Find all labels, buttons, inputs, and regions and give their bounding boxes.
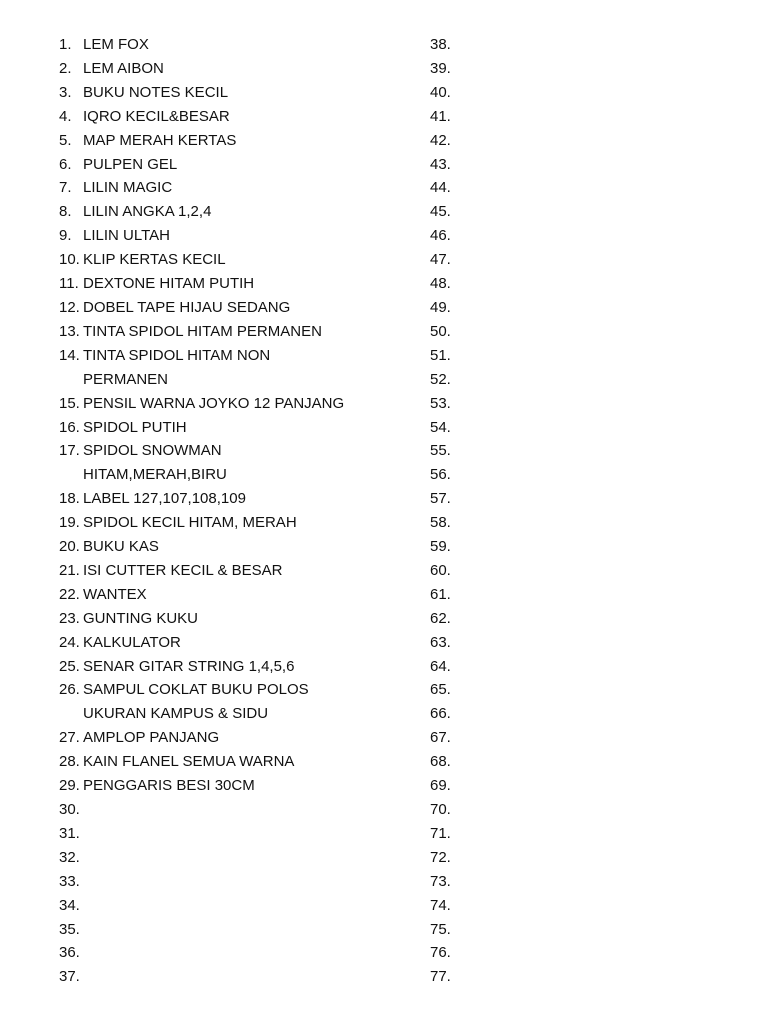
list-item-number: 11.	[59, 275, 79, 293]
list-item-number: 67.	[430, 729, 451, 747]
list-item-text: BUKU NOTES KECIL	[83, 83, 229, 101]
list-item-number: 39.	[430, 59, 451, 77]
list-item	[430, 774, 510, 798]
list-item	[430, 200, 510, 224]
list-item-text: SPIDOL SNOWMAN HITAM,MERAH,BIRU	[83, 442, 227, 484]
list-item	[430, 535, 510, 559]
list-item-number: 27.	[59, 729, 80, 747]
list-item-text	[454, 846, 510, 870]
list-item	[59, 272, 399, 296]
list-item-text	[454, 965, 510, 989]
list-item-number: 49.	[430, 298, 451, 316]
list-item-number: 19.	[59, 514, 80, 532]
list-item-text	[454, 320, 510, 344]
list-item-text	[454, 296, 510, 320]
list-item-text	[454, 224, 510, 248]
list-item-text	[454, 559, 510, 583]
list-item	[59, 846, 399, 870]
list-item-number: 15.	[59, 394, 80, 412]
list-item-text: DOBEL TAPE HIJAU SEDANG	[83, 298, 291, 316]
list-item	[59, 200, 399, 224]
list-item-number: 10.	[59, 251, 80, 269]
list-item	[59, 105, 399, 129]
list-item	[430, 344, 510, 368]
list-item-text	[454, 416, 510, 440]
list-item-text: TINTA SPIDOL HITAM PERMANEN	[83, 322, 322, 340]
list-item	[430, 511, 510, 535]
list-item-number: 57.	[430, 490, 451, 508]
list-item-text: LILIN MAGIC	[83, 179, 173, 197]
list-item	[59, 941, 399, 965]
list-item-text	[454, 726, 510, 750]
list-item	[59, 129, 399, 153]
list-item-text: MAP MERAH KERTAS	[83, 131, 237, 149]
list-item	[59, 296, 399, 320]
list-item	[59, 965, 399, 989]
list-item	[430, 105, 510, 129]
list-item-text	[454, 81, 510, 105]
list-item-text	[454, 822, 510, 846]
list-item-number: 56.	[430, 466, 451, 484]
list-item-number: 12.	[59, 298, 80, 316]
list-item-text	[454, 368, 510, 392]
list-item-text: SAMPUL COKLAT BUKU POLOS UKURAN KAMPUS & SIDU	[83, 681, 309, 723]
list-item-number: 70.	[430, 801, 451, 818]
list-item-number: 25.	[59, 657, 80, 675]
list-item-number: 17.	[59, 442, 80, 460]
list-item-number: 23.	[59, 609, 80, 627]
list-item-text	[83, 918, 399, 942]
list-item	[430, 153, 510, 177]
list-item	[430, 320, 510, 344]
list-item-number: 40.	[430, 83, 451, 101]
list-item-text: TINTA SPIDOL HITAM NON PERMANEN	[83, 346, 271, 388]
list-item-text	[454, 750, 510, 774]
list-item-text: PULPEN GEL	[83, 155, 178, 173]
list-item	[59, 583, 399, 607]
list-item	[59, 774, 399, 798]
list-item-number: 31.	[59, 824, 80, 842]
list-item	[430, 248, 510, 272]
list-item-text: IQRO KECIL&BESAR	[83, 107, 230, 125]
list-item	[430, 965, 510, 989]
list-item-text: SPIDOL PUTIH	[83, 418, 187, 436]
list-item-number: 45.	[430, 203, 451, 221]
list-item-text	[454, 129, 510, 153]
list-item-number: 64.	[430, 657, 451, 675]
list-item-number: 69.	[430, 777, 451, 795]
list-item	[59, 392, 399, 416]
list-item-number: 47.	[430, 251, 451, 269]
list-item	[430, 463, 510, 487]
list-item	[430, 941, 510, 965]
list-item	[59, 439, 399, 487]
list-item-number: 37.	[59, 968, 80, 986]
list-item-text	[454, 57, 510, 81]
list-item	[59, 224, 399, 248]
list-item-number: 62.	[430, 609, 451, 627]
list-item	[430, 870, 510, 894]
list-item-number: 77.	[430, 968, 451, 986]
list-item-number: 2.	[59, 59, 72, 77]
list-item-text	[454, 631, 510, 655]
list-item-number: 44.	[430, 179, 451, 197]
list-item-number: 54.	[430, 418, 451, 436]
list-item-text	[454, 870, 510, 894]
list-item	[430, 57, 510, 81]
list-item	[430, 368, 510, 392]
list-item-number: 22.	[59, 585, 80, 603]
list-item-text	[454, 918, 510, 942]
list-item-text	[454, 487, 510, 511]
list-item-text	[454, 200, 510, 224]
list-item-text	[454, 248, 510, 272]
list-item-text: KAIN FLANEL SEMUA WARNA	[83, 753, 295, 771]
list-item-number: 16.	[59, 418, 80, 436]
list-item	[59, 750, 399, 774]
list-item-number: 60.	[430, 561, 451, 579]
list-item-number: 75.	[430, 920, 451, 938]
list-item-number: 9.	[59, 227, 72, 245]
list-item-text	[454, 176, 510, 200]
list-item-text	[454, 535, 510, 559]
list-item-text: AMPLOP PANJANG	[83, 729, 220, 747]
list-item	[430, 702, 510, 726]
list-item-number: 68.	[430, 753, 451, 771]
list-item	[430, 272, 510, 296]
list-item-text	[454, 941, 510, 965]
list-item	[59, 511, 399, 535]
list-item	[430, 822, 510, 846]
list-item-text: KALKULATOR	[83, 633, 181, 651]
list-item	[59, 822, 399, 846]
list-item	[430, 392, 510, 416]
list-item	[59, 798, 399, 822]
list-item-number: 26.	[59, 681, 80, 699]
list-item-text	[454, 463, 510, 487]
list-item-number: 55.	[430, 442, 451, 460]
list-item	[430, 918, 510, 942]
list-item-text	[454, 153, 510, 177]
list-item	[59, 416, 399, 440]
list-item-text	[454, 392, 510, 416]
list-item-text: LEM FOX	[83, 36, 149, 53]
list-item	[59, 631, 399, 655]
list-item-text	[454, 511, 510, 535]
list-item-number: 59.	[430, 538, 451, 556]
list-item	[430, 583, 510, 607]
list-item	[430, 296, 510, 320]
list-item-text	[454, 798, 510, 822]
list-item-text	[83, 870, 399, 894]
list-item	[59, 81, 399, 105]
list-item	[430, 33, 510, 57]
list-item-number: 36.	[59, 944, 80, 962]
list-item-text: WANTEX	[83, 585, 147, 603]
list-item-number: 63.	[430, 633, 451, 651]
list-item	[59, 870, 399, 894]
list-item-text	[454, 105, 510, 129]
list-item-text: ISI CUTTER KECIL & BESAR	[83, 561, 283, 579]
right-numbered-list	[430, 33, 510, 989]
list-item-number: 42.	[430, 131, 451, 149]
list-item-number: 33.	[59, 872, 80, 890]
list-item-text: BUKU KAS	[83, 538, 159, 556]
list-item	[59, 176, 399, 200]
list-item-text: KLIP KERTAS KECIL	[83, 251, 226, 269]
list-item	[430, 846, 510, 870]
list-item-text	[454, 344, 510, 368]
list-item-text: SENAR GITAR STRING 1,4,5,6	[83, 657, 295, 675]
list-item	[430, 894, 510, 918]
list-item	[59, 487, 399, 511]
left-numbered-list	[59, 33, 399, 989]
list-item	[59, 918, 399, 942]
list-item-number: 71.	[430, 824, 451, 842]
list-item-text: LILIN ANGKA 1,2,4	[83, 203, 212, 221]
list-item	[59, 726, 399, 750]
list-item-number: 35.	[59, 920, 80, 938]
list-item	[59, 33, 399, 57]
list-item-text	[454, 583, 510, 607]
list-item-number: 38.	[430, 36, 451, 53]
list-item	[430, 81, 510, 105]
list-item	[59, 248, 399, 272]
list-item-number: 18.	[59, 490, 80, 508]
list-item	[430, 224, 510, 248]
list-item-number: 53.	[430, 394, 451, 412]
list-item-number: 7.	[59, 179, 72, 197]
list-item-number: 52.	[430, 370, 451, 388]
list-item-number: 1.	[59, 36, 72, 53]
list-item-number: 73.	[430, 872, 451, 890]
list-item-number: 29.	[59, 777, 80, 795]
list-item-text	[454, 33, 510, 57]
list-item-number: 6.	[59, 155, 72, 173]
list-item-text: LEM AIBON	[83, 59, 164, 77]
list-item-number: 76.	[430, 944, 451, 962]
list-item-number: 58.	[430, 514, 451, 532]
list-item-number: 14.	[59, 346, 80, 364]
list-item-text	[454, 439, 510, 463]
list-item-number: 34.	[59, 896, 80, 914]
list-item-text	[454, 702, 510, 726]
list-item-text	[83, 846, 399, 870]
list-item-number: 4.	[59, 107, 72, 125]
list-item	[59, 678, 399, 726]
list-item	[430, 487, 510, 511]
list-item	[430, 678, 510, 702]
list-item-number: 21.	[59, 561, 80, 579]
list-item-text: PENSIL WARNA JOYKO 12 PANJANG	[83, 394, 345, 412]
list-item-text	[83, 965, 399, 989]
list-item-text: PENGGARIS BESI 30CM	[83, 777, 255, 795]
list-item	[59, 607, 399, 631]
list-item-text	[454, 655, 510, 679]
list-item-number: 20.	[59, 538, 80, 556]
list-item-number: 43.	[430, 155, 451, 173]
list-item	[430, 439, 510, 463]
list-item-number: 32.	[59, 848, 80, 866]
list-item-text: GUNTING KUKU	[83, 609, 199, 627]
list-item-number: 72.	[430, 848, 451, 866]
list-item-number: 50.	[430, 322, 451, 340]
list-item-number: 41.	[430, 107, 451, 125]
list-item-text: DEXTONE HITAM PUTIH	[83, 275, 255, 293]
list-item-number: 51.	[430, 346, 451, 364]
list-item	[59, 535, 399, 559]
list-item	[59, 344, 399, 392]
list-item	[430, 631, 510, 655]
list-item	[430, 750, 510, 774]
list-item-number: 8.	[59, 203, 72, 221]
list-item	[430, 726, 510, 750]
list-item	[59, 655, 399, 679]
list-item	[430, 416, 510, 440]
list-item-text	[454, 607, 510, 631]
list-item-text	[454, 272, 510, 296]
list-item-number: 48.	[430, 275, 451, 293]
list-item	[59, 57, 399, 81]
list-item-number: 61.	[430, 585, 451, 603]
list-item-text	[83, 798, 399, 822]
list-item-number: 24.	[59, 633, 80, 651]
list-item	[59, 894, 399, 918]
list-item-number: 46.	[430, 227, 451, 245]
list-item-number: 5.	[59, 131, 72, 149]
list-item-number: 28.	[59, 753, 80, 771]
list-item-number: 13.	[59, 322, 80, 340]
list-item-number: 65.	[430, 681, 451, 699]
list-item-text	[83, 894, 399, 918]
list-item-text: LABEL 127,107,108,109	[83, 490, 246, 508]
list-item	[430, 798, 510, 822]
list-item	[59, 320, 399, 344]
list-item	[430, 655, 510, 679]
list-item-text	[83, 941, 399, 965]
list-item-text	[454, 678, 510, 702]
list-item	[430, 607, 510, 631]
list-item-number: 3.	[59, 83, 72, 101]
list-item-number: 74.	[430, 896, 451, 914]
list-item-number: 66.	[430, 705, 451, 723]
list-item-text: SPIDOL KECIL HITAM, MERAH	[83, 514, 297, 532]
list-item	[430, 176, 510, 200]
list-item	[59, 559, 399, 583]
list-item-text: LILIN ULTAH	[83, 227, 170, 245]
list-item-number: 30.	[59, 801, 80, 818]
list-item-text	[83, 822, 399, 846]
list-item-text	[454, 774, 510, 798]
list-item	[430, 559, 510, 583]
list-item	[430, 129, 510, 153]
list-item-text	[454, 894, 510, 918]
list-item	[59, 153, 399, 177]
